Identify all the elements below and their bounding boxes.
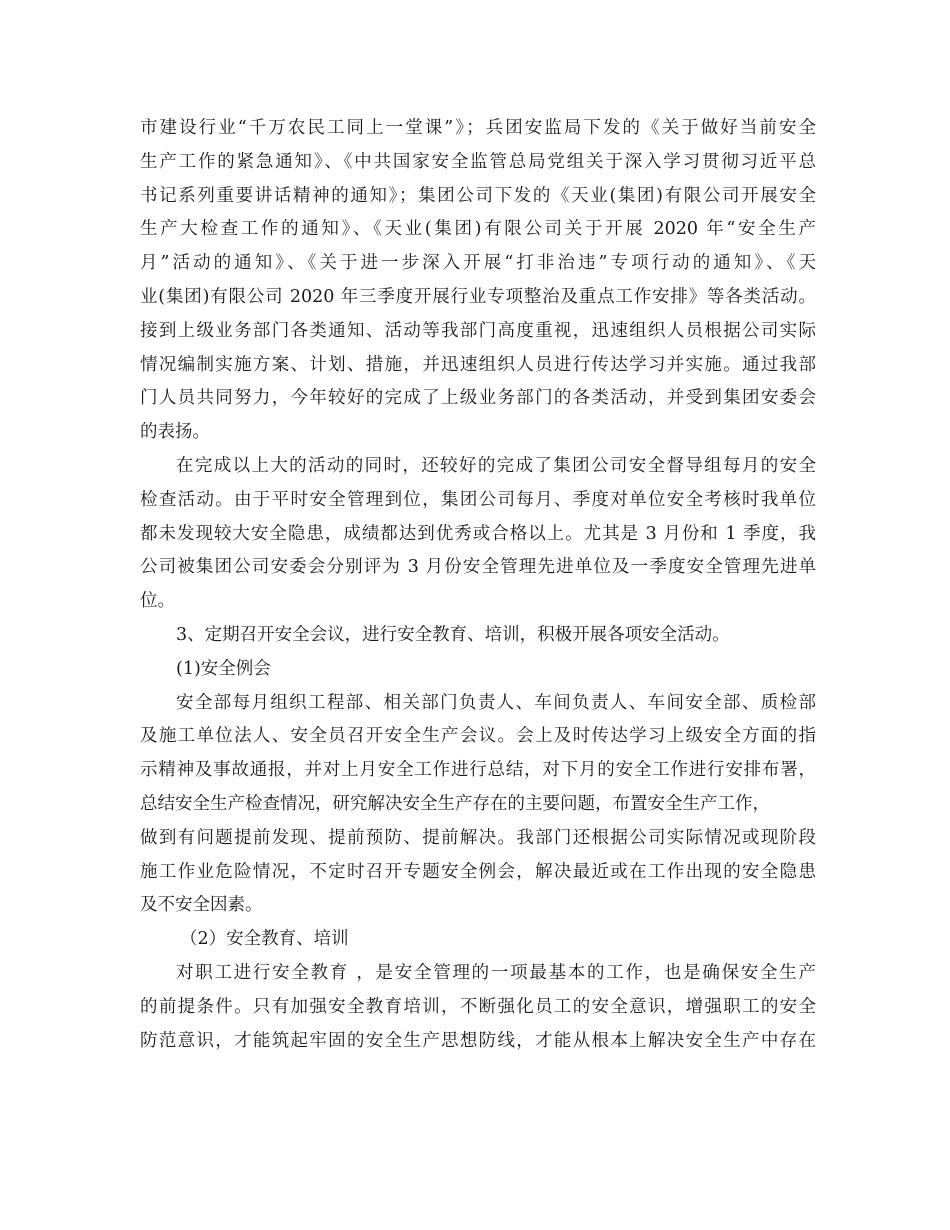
document-page: [140, 112, 816, 1058]
text-line: 情况编制实施方案、计划、措施，并迅速组织人员进行传达学习并实施。通过我部: [140, 354, 816, 375]
text-line: 书记系列重要讲话精神的通知》；集团公司下发的《天业(集团)有限公司开展安全: [140, 185, 816, 206]
text-line: 及施工单位法人、安全员召开安全生产会议。会上及时传达学习上级安全方面的指: [140, 726, 816, 747]
text-line: 门人员共同努力，今年较好的完成了上级业务部门的各类活动，并受到集团安委会: [140, 388, 816, 409]
sub-heading: [140, 653, 816, 687]
text-line: 生产工作的紧急通知》、《中共国家安全监管总局党组关于深入学习贯彻习近平总: [140, 151, 816, 172]
text-line: 都未发现较大安全隐患，成绩都达到优秀或合格以上。尤其是 3 月份和 1 季度，我: [140, 523, 816, 544]
text-line: 做到有问题提前发现、提前预防、提前解决。我部门还根据公司实际情况或现阶段: [140, 827, 816, 848]
text-line: 生产大检查工作的通知》、《天业(集团)有限公司关于开展 2020 年“安全生产: [140, 219, 816, 240]
text-line: 防范意识，才能筑起牢固的安全生产思想防线，才能从根本上解决安全生产中存在: [140, 1030, 816, 1051]
text-line: 总结安全生产检查情况，研究解决安全生产存在的主要问题，布置安全生产工作，: [140, 793, 770, 814]
text-line: （2）安全教育、培训: [180, 929, 349, 950]
text-line: 的表扬。: [140, 422, 210, 443]
text-line: 的前提条件。只有加强安全教育培训，不断强化员工的安全意识，增强职工的安全: [140, 996, 816, 1017]
paragraph: [140, 687, 816, 924]
paragraph: [140, 112, 816, 450]
text-line: 3、定期召开安全会议，进行安全教育、培训，积极开展各项安全活动。: [176, 624, 730, 645]
text-line: 示精神及事故通报，并对上月安全工作进行总结，对下月的安全工作进行安排布署，: [140, 760, 816, 781]
text-line: 检查活动。由于平时安全管理到位，集团公司每月、季度对单位安全考核时我单位: [140, 489, 816, 510]
text-line: 在完成以上大的活动的同时，还较好的完成了集团公司安全督导组每月的安全: [176, 455, 816, 476]
sub-heading: [140, 923, 816, 957]
text-line: 及不安全因素。: [140, 895, 263, 916]
paragraph: [140, 957, 816, 1058]
paragraph: [140, 450, 816, 619]
text-line: 位。: [140, 591, 175, 612]
text-line: (1)安全例会: [176, 658, 271, 679]
text-line: 接到上级业务部门各类通知、活动等我部门高度重视，迅速组织人员根据公司实际: [140, 320, 816, 341]
text-line: 公司被集团公司安委会分别评为 3 月份安全管理先进单位及一季度安全管理先进单: [140, 557, 816, 578]
text-line: 对职工进行安全教育 ，是安全管理的一项最基本的工作，也是确保安全生产: [176, 962, 816, 983]
text-line: 月”活动的通知》、《关于进一步深入开展“打非治违”专项行动的通知》、《天: [140, 253, 816, 274]
text-line: 施工作业危险情况，不定时召开专题安全例会，解决最近或在工作出现的安全隐患: [140, 861, 816, 882]
text-line: 市建设行业“千万农民工同上一堂课”》；兵团安监局下发的《关于做好当前安全: [140, 118, 816, 138]
text-line: 业(集团)有限公司 2020 年三季度开展行业专项整治及重点工作安排》等各类活动。: [140, 286, 816, 307]
text-line: 安全部每月组织工程部、相关部门负责人、车间负责人、车间安全部、质检部: [176, 692, 816, 713]
section-heading: [140, 619, 816, 653]
